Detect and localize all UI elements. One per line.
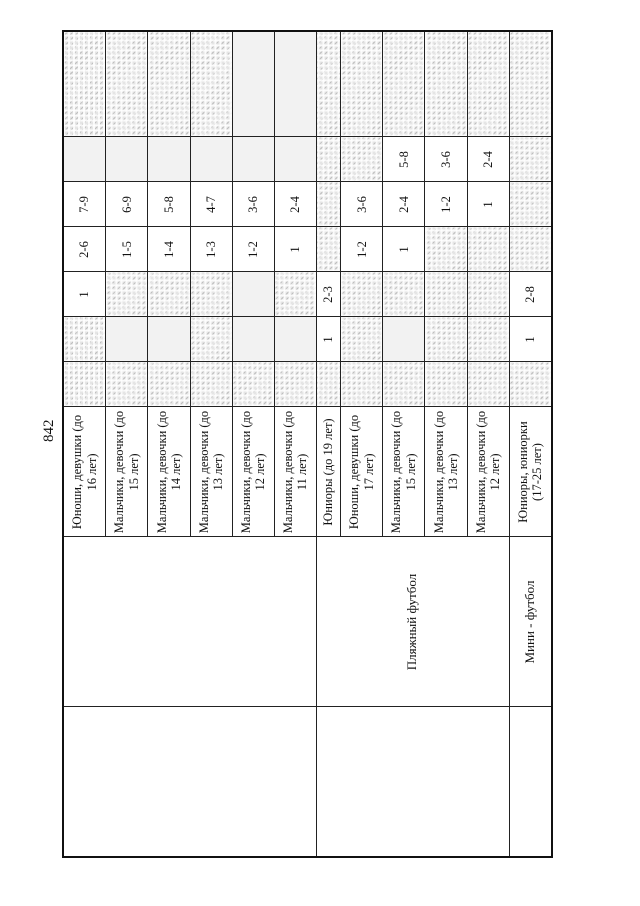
table-cell	[316, 227, 340, 272]
table-cell	[232, 137, 274, 182]
table-cell	[63, 362, 106, 407]
table-cell	[148, 317, 190, 362]
table-cell	[190, 362, 232, 407]
table-cell	[509, 182, 552, 227]
table-cell: 1-2	[341, 227, 383, 272]
table-cell	[341, 362, 383, 407]
table-cell	[148, 272, 190, 317]
category-cell: Мальчики, девочки (до 12 лет)	[467, 407, 509, 537]
category-cell: Юниоры, юниорки (17-25 лет)	[509, 407, 552, 537]
category-cell: Юноши, девушки (до 16 лет)	[63, 407, 106, 537]
category-cell: Мальчики, девочки (до 15 лет)	[383, 407, 425, 537]
table-cell	[106, 317, 148, 362]
table-cell	[425, 227, 467, 272]
table-cell: 1	[274, 227, 316, 272]
table-row	[509, 31, 552, 857]
category-cell: Мальчики, девочки (до 13 лет)	[425, 407, 467, 537]
table-cell: 1-2	[425, 182, 467, 227]
table-cell: 1-5	[106, 227, 148, 272]
category-cell: Юниоры (до 19 лет)	[316, 407, 340, 537]
table-cell	[106, 362, 148, 407]
table-cell	[509, 227, 552, 272]
table-cell: 4-7	[190, 182, 232, 227]
ranks-table	[62, 30, 553, 858]
table-cell	[383, 317, 425, 362]
table-cell	[467, 31, 509, 137]
table-cell	[341, 272, 383, 317]
table-cell	[63, 137, 106, 182]
table-cell	[232, 317, 274, 362]
table-cell	[425, 362, 467, 407]
category-cell: Мальчики, девочки (до 12 лет)	[232, 407, 274, 537]
table-cell: 2-4	[383, 182, 425, 227]
table-cell	[148, 137, 190, 182]
table-cell: 1	[467, 182, 509, 227]
table-cell	[425, 272, 467, 317]
table-cell	[316, 362, 340, 407]
empty-cell	[63, 707, 316, 857]
table-cell: 6-9	[106, 182, 148, 227]
table-cell: 1	[383, 227, 425, 272]
table-cell	[467, 227, 509, 272]
table-cell	[274, 362, 316, 407]
table-cell: 3-6	[341, 182, 383, 227]
category-cell: Мальчики, девочки (до 15 лет)	[106, 407, 148, 537]
table-cell	[274, 31, 316, 137]
table-cell	[341, 31, 383, 137]
table-cell	[190, 317, 232, 362]
table-cell	[383, 362, 425, 407]
category-cell: Мальчики, девочки (до 13 лет)	[190, 407, 232, 537]
table-cell	[467, 317, 509, 362]
table-cell	[383, 31, 425, 137]
category-cell: Юноши, девушки (до 17 лет)	[341, 407, 383, 537]
table-cell	[106, 137, 148, 182]
table-cell	[509, 362, 552, 407]
table-cell	[190, 31, 232, 137]
table-cell	[509, 137, 552, 182]
table-cell: 5-8	[383, 137, 425, 182]
table-row	[316, 31, 340, 857]
table-cell: 1-4	[148, 227, 190, 272]
table-cell	[106, 272, 148, 317]
rotated-table-wrapper	[62, 32, 553, 858]
empty-cell	[316, 707, 509, 857]
table-cell	[383, 272, 425, 317]
table-cell	[316, 182, 340, 227]
table-cell	[232, 362, 274, 407]
table-cell	[467, 362, 509, 407]
sport-cell-beach-football: Пляжный футбол	[316, 537, 509, 707]
table-cell	[190, 137, 232, 182]
table-cell	[341, 317, 383, 362]
table-cell: 7-9	[63, 182, 106, 227]
page-number: 842	[41, 419, 57, 442]
table-cell: 2-6	[63, 227, 106, 272]
table-cell: 2-3	[316, 272, 340, 317]
table-cell	[63, 317, 106, 362]
empty-cell	[63, 537, 316, 707]
table-cell: 3-6	[425, 137, 467, 182]
table-cell: 1-2	[232, 227, 274, 272]
table-cell	[232, 31, 274, 137]
table-cell: 2-8	[509, 272, 552, 317]
empty-cell	[509, 707, 552, 857]
table-cell: 3-6	[232, 182, 274, 227]
table-cell: 1	[316, 317, 340, 362]
category-cell: Мальчики, девочки (до 14 лет)	[148, 407, 190, 537]
sport-cell-mini-football: Мини - футбол	[509, 537, 552, 707]
table-cell	[274, 317, 316, 362]
table-cell	[106, 31, 148, 137]
table-cell: 2-4	[467, 137, 509, 182]
table-cell	[425, 31, 467, 137]
table-cell	[274, 272, 316, 317]
table-cell: 1	[63, 272, 106, 317]
table-cell	[425, 317, 467, 362]
table-cell	[341, 137, 383, 182]
table-cell: 5-8	[148, 182, 190, 227]
table-cell	[148, 31, 190, 137]
category-cell: Мальчики, девочки (до 11 лет)	[274, 407, 316, 537]
table-cell	[467, 272, 509, 317]
table-cell	[316, 137, 340, 182]
table-cell	[316, 31, 340, 137]
table-cell	[232, 272, 274, 317]
table-cell: 1	[509, 317, 552, 362]
table-cell	[63, 31, 106, 137]
table-cell	[274, 137, 316, 182]
table-cell	[190, 272, 232, 317]
table-cell	[148, 362, 190, 407]
table-cell: 1-3	[190, 227, 232, 272]
table-row	[63, 31, 106, 857]
table-cell	[509, 31, 552, 137]
table-cell: 2-4	[274, 182, 316, 227]
